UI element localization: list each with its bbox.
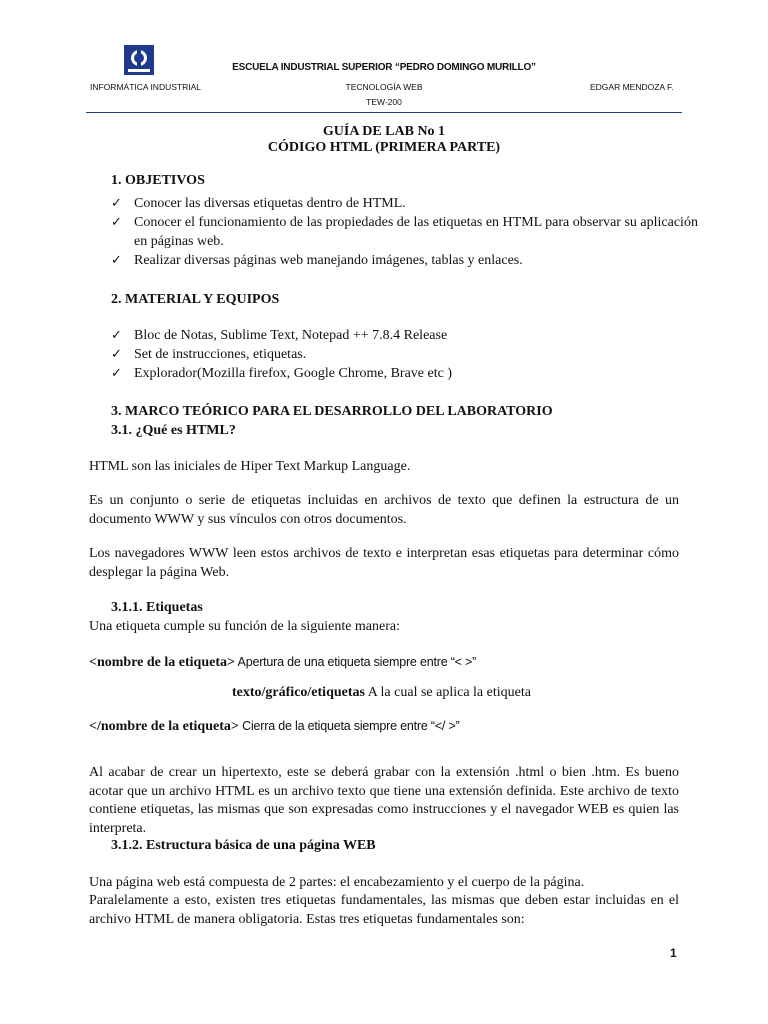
tag-close-line — [89, 717, 460, 736]
section-heading: 1. OBJETIVOS — [111, 173, 205, 188]
subject: TECNOLOGÍA WEB — [345, 82, 423, 92]
check-icon: ✓ — [111, 214, 122, 229]
paragraph: Paralelamente a esto, existen tres etiquetas fundamentales, las mismas que deben estar incluidas en el archivo HTML de manera obligatoria. Estas tres etiquetas fundamentales son: — [89, 893, 679, 927]
course-code: TEW-200 — [366, 97, 402, 107]
check-icon: ✓ — [111, 346, 122, 361]
paragraph: HTML son las iniciales de Hiper Text Markup Language. — [89, 459, 411, 474]
subsection-heading: 3.1.2. Estructura básica de una página WEB — [111, 838, 376, 853]
subsection-heading: 3.1. ¿Qué es HTML? — [111, 423, 236, 438]
list-item: Realizar diversas páginas web manejando imágenes, tablas y enlaces. — [134, 253, 523, 268]
tag-open-desc: Apertura de una etiqueta siempre entre “< >” — [234, 655, 477, 669]
section-heading: 2. MATERIAL Y EQUIPOS — [111, 292, 280, 307]
paragraph: Una página web está compuesta de 2 partes: el encabezamiento y el cuerpo de la página. — [89, 875, 585, 890]
department: INFORMÁTICA INDUSTRIAL — [90, 82, 201, 92]
check-icon: ✓ — [111, 195, 122, 210]
section-heading: 3. MARCO TEÓRICO PARA EL DESARROLLO DEL LABORATORIO — [111, 404, 553, 419]
author: EDGAR MENDOZA F. — [590, 82, 674, 92]
page-number: 1 — [670, 946, 677, 960]
tag-mid-name: texto/gráfico/etiquetas — [232, 685, 365, 700]
header-rule — [86, 112, 682, 113]
list-item: Conocer las diversas etiquetas dentro de HTML. — [134, 196, 406, 211]
list-item: Conocer el funcionamiento de las propiedades de las etiquetas en HTML para observar su aplicación — [134, 215, 698, 230]
check-icon: ✓ — [111, 365, 122, 380]
subsection-heading: 3.1.1. Etiquetas — [111, 600, 203, 615]
check-icon: ✓ — [111, 327, 122, 342]
tag-close-desc: Cierra de la etiqueta siempre entre “</ >” — [238, 719, 460, 733]
paragraph: Es un conjunto o serie de etiquetas incluidas en archivos de texto que definen la estructura de un documento WWW y sus vínculos con otros documentos. — [89, 493, 679, 527]
paragraph: Al acabar de crear un hipertexto, este se deberá grabar con la extensión .html o bien .htm. Es bueno acotar que un archivo HTML es un archivo texto que tiene una extensión definida. Este archivo de texto contiene etiquetas, las mismas que son expresadas como instrucciones y el navegador WEB es quien las interpreta. — [89, 765, 679, 836]
tag-open-line — [89, 653, 476, 672]
tag-open-name: <nombre de la etiqueta> — [89, 655, 235, 670]
paragraph: Los navegadores WWW leen estos archivos de texto e interpretan esas etiquetas para determinar cómo desplegar la página Web. — [89, 546, 679, 580]
doc-subtitle: CÓDIGO HTML (PRIMERA PARTE) — [267, 140, 501, 155]
tag-mid-desc: A la cual se aplica la etiqueta — [364, 685, 531, 700]
list-item: Explorador(Mozilla firefox, Google Chrome, Brave etc ) — [134, 366, 453, 381]
school-name: ESCUELA INDUSTRIAL SUPERIOR “PEDRO DOMINGO MURILLO” — [232, 62, 536, 73]
list-item-cont: en páginas web. — [134, 234, 224, 249]
tag-mid-line — [232, 684, 531, 702]
doc-title: GUÍA DE LAB No 1 — [322, 124, 446, 139]
list-item: Set de instrucciones, etiquetas. — [134, 347, 307, 362]
tag-close-name: </nombre de la etiqueta> — [89, 719, 239, 734]
list-item: Bloc de Notas, Sublime Text, Notepad ++ 7.8.4 Release — [134, 328, 448, 343]
check-icon: ✓ — [111, 252, 122, 267]
paragraph: Una etiqueta cumple su función de la siguiente manera: — [89, 619, 401, 634]
